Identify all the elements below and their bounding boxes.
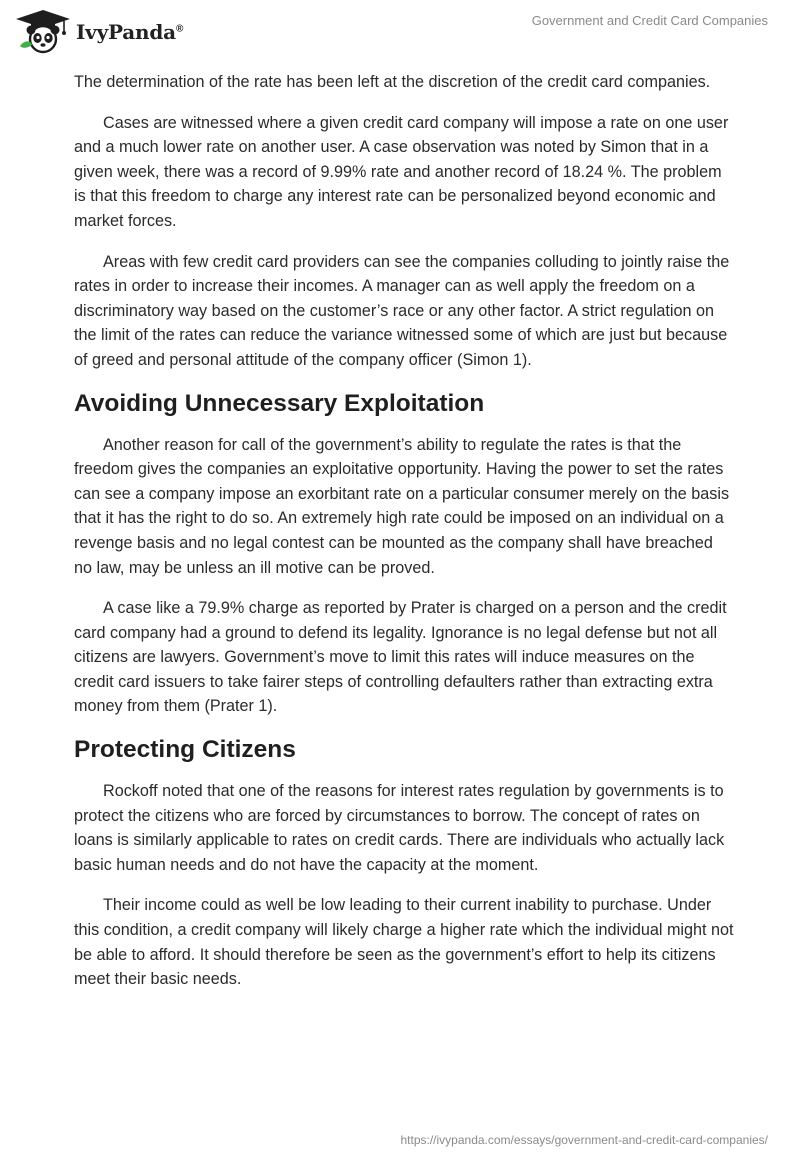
paragraph: Cases are witnessed where a given credit card company will impose a rate on one user and a much lower rate on another user. A case observation was noted by Simon that in a given week, there was a record of 9.99% rate and another record of 18.24 %. The problem is that this freedom to charge any interest rate can be personalized beyond economic and market forces. <box>74 113 729 230</box>
source-url-link[interactable]: https://ivypanda.com/essays/government-and-credit-card-companies/ <box>400 1133 768 1147</box>
paragraph: The determination of the rate has been left at the discretion of the credit card companies. <box>74 73 711 91</box>
paragraph: A case like a 79.9% charge as reported by Prater is charged on a person and the credit card company had a ground to defend its legality. Ignorance is no legal defense but not all citizens are lawyers. Government’s move to limit this rates will induce measures on the credit card issuers to take fairer steps of controlling defaulters rather than extracting extra money from them (Prater 1). <box>74 599 727 716</box>
paragraph: Their income could as well be low leading to their current inability to purchase. Under this condition, a credit company will likely charge a higher rate which the individual might not be able to afford. It should therefore be seen as the government’s effort to help its citizens meet their basic needs. <box>74 896 734 989</box>
page-header <box>0 0 800 64</box>
section-heading: Avoiding Unnecessary Exploitation <box>74 389 485 417</box>
panda-graduate-icon <box>14 8 72 56</box>
essay-body <box>74 70 734 1008</box>
brand-name: IvyPanda® <box>76 20 184 44</box>
paragraph: Another reason for call of the government’s ability to regulate the rates is that the freedom gives the companies an exploitative opportunity. Having the power to set the rates can see a company impose an exorbitant rate on a particular consumer merely on the basis that it has the right to do so. An extremely high rate could be imposed on an individual on a revenge basis and no legal contest can be mounted as the company shall have breached no law, may be unless an ill motive can be proved. <box>74 435 730 577</box>
paragraph: Areas with few credit card providers can see the companies colluding to jointly raise the rates in order to increase their incomes. A manager can as well apply the freedom on a discriminatory way based on the customer’s race or any other factor. A strict regulation on the limit of the rates can reduce the variance witnessed some of which are just but because of greed and personal attitude of the company officer (Simon 1). <box>74 252 730 369</box>
paragraph: Rockoff noted that one of the reasons for interest rates regulation by governments is to protect the citizens who are forced by circumstances to borrow. The concept of rates on loans is similarly applicable to rates on credit cards. There are individuals who actually lack basic human needs and do not have the capacity at the moment. <box>74 782 725 874</box>
section-heading: Protecting Citizens <box>74 736 296 764</box>
document-title: Government and Credit Card Companies <box>531 13 768 28</box>
brand-logo[interactable] <box>14 8 183 56</box>
